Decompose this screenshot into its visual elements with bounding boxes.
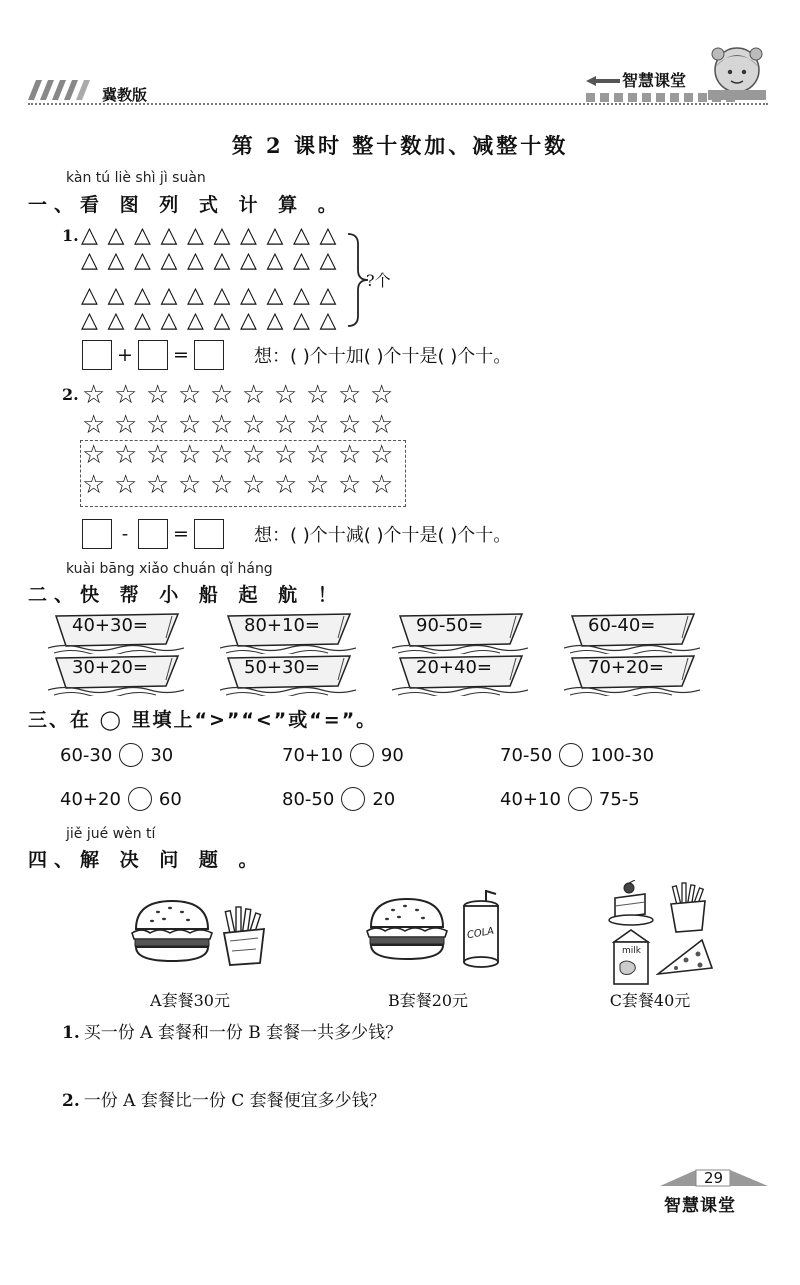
- compare-item: [500, 787, 640, 811]
- lesson-title: 第 2 课时 整十数加、减整十数: [231, 133, 569, 158]
- cartoon-girl-icon: [706, 40, 768, 102]
- star: ☆: [210, 380, 234, 410]
- boat-equation: 90-50=: [416, 615, 484, 636]
- compare-right: 60: [158, 788, 182, 810]
- hamburger-icon: [365, 893, 450, 963]
- star: ☆: [306, 410, 330, 440]
- question-text: 买一份 A 套餐和一份 B 套餐一共多少钱？: [83, 1023, 403, 1043]
- triangle: △: [266, 223, 284, 248]
- star: ☆: [146, 440, 170, 470]
- star: ☆: [370, 410, 394, 440]
- star: ☆: [210, 410, 234, 440]
- total-unknown-label: ?个: [366, 271, 391, 290]
- answer-box[interactable]: [82, 340, 112, 370]
- compare-left: 80-50: [282, 788, 335, 810]
- dotted-selection-box: [80, 440, 406, 507]
- triangle: △: [293, 248, 310, 273]
- q2-think-prompt: 想：( )个十减( )个十是( )个十。: [254, 525, 512, 546]
- star-row: [82, 380, 402, 410]
- compare-item: [500, 743, 654, 767]
- answer-box[interactable]: [194, 340, 224, 370]
- compare-circle[interactable]: [568, 787, 592, 811]
- boat-equation: 30+20=: [72, 657, 148, 678]
- triangle-row: [81, 250, 346, 272]
- star: ☆: [82, 410, 106, 440]
- star: ☆: [146, 470, 170, 500]
- triangle: △: [319, 308, 337, 333]
- boat-problem: [564, 652, 700, 696]
- compare-circle[interactable]: [128, 787, 152, 811]
- triangle: △: [213, 308, 231, 333]
- star: ☆: [178, 470, 202, 500]
- q1-number: 1.: [62, 226, 79, 245]
- boat-problem: [220, 610, 356, 654]
- answer-box[interactable]: [138, 340, 168, 370]
- star: ☆: [114, 440, 138, 470]
- boat-problem: [48, 610, 184, 654]
- can-label: COLA: [466, 925, 495, 942]
- compare-right: 90: [380, 744, 404, 766]
- answer-box[interactable]: [138, 519, 168, 549]
- compare-right: 20: [372, 788, 396, 810]
- triangle: △: [107, 308, 125, 333]
- compare-right: 100-30: [590, 744, 655, 766]
- triangle-row: [81, 225, 346, 247]
- boat-equation: 80+10=: [244, 615, 320, 636]
- triangle: △: [134, 248, 151, 273]
- star: ☆: [338, 440, 362, 470]
- star: ☆: [370, 380, 394, 410]
- compare-circle[interactable]: [350, 743, 374, 767]
- star: ☆: [242, 380, 266, 410]
- compare-circle[interactable]: [119, 743, 143, 767]
- triangle: △: [293, 223, 310, 248]
- carton-label: milk: [622, 946, 641, 956]
- star: ☆: [242, 470, 266, 500]
- triangle: △: [187, 283, 204, 308]
- question-text: 一份 A 套餐比一份 C 套餐便宜多少钱？: [83, 1091, 386, 1111]
- triangle: △: [160, 223, 178, 248]
- section3-heading: 三、在 ◯ 里填上“>”“<”或“=”。: [28, 709, 378, 731]
- section2-pinyin: kuài bāng xiǎo chuán qǐ háng: [66, 561, 273, 577]
- boat-equation: 70+20=: [588, 657, 664, 678]
- answer-box[interactable]: [82, 519, 112, 549]
- star: ☆: [82, 470, 106, 500]
- triangle-row: [81, 310, 346, 332]
- section2-heading: 二、快 帮 小 船 起 航 ！: [28, 584, 344, 606]
- star: ☆: [306, 470, 330, 500]
- edition-label: 冀教版: [102, 86, 148, 104]
- triangle: △: [293, 283, 310, 308]
- triangle: △: [240, 283, 257, 308]
- star: ☆: [306, 380, 330, 410]
- problem-question: [62, 1018, 402, 1043]
- cola-can-icon: [458, 890, 504, 968]
- star: ☆: [242, 440, 266, 470]
- meal-c-caption: C套餐40元: [609, 991, 691, 1010]
- page-number: 29: [704, 1169, 724, 1187]
- triangle: △: [134, 308, 151, 333]
- triangle: △: [266, 308, 284, 333]
- star: ☆: [210, 440, 234, 470]
- boat-equation: 50+30=: [244, 657, 320, 678]
- star: ☆: [146, 410, 170, 440]
- section1-heading: 一、看 图 列 式 计 算 。: [28, 194, 344, 216]
- triangle: △: [81, 308, 98, 333]
- compare-left: 70-50: [500, 744, 553, 766]
- triangle: △: [160, 308, 178, 333]
- star: ☆: [114, 470, 138, 500]
- triangle: △: [107, 283, 125, 308]
- minus-sign: -: [121, 523, 129, 545]
- star: ☆: [242, 410, 266, 440]
- boat-problem: [48, 652, 184, 696]
- equals-sign: =: [173, 523, 189, 545]
- compare-item: [282, 787, 395, 811]
- boat-problem: [392, 610, 528, 654]
- star: ☆: [370, 470, 394, 500]
- compare-left: 60-30: [60, 744, 113, 766]
- triangle-row: [81, 285, 346, 307]
- fries-icon: [665, 882, 713, 934]
- triangle: △: [134, 283, 151, 308]
- triangle: △: [187, 248, 204, 273]
- star: ☆: [338, 410, 362, 440]
- triangle: △: [187, 308, 204, 333]
- triangle: △: [319, 223, 337, 248]
- triangle-group-top: [81, 225, 346, 272]
- star: ☆: [178, 380, 202, 410]
- section1-pinyin: kàn tú liè shì jì suàn: [66, 170, 206, 186]
- triangle: △: [266, 283, 284, 308]
- star: ☆: [82, 440, 106, 470]
- triangle: △: [240, 308, 257, 333]
- star: ☆: [338, 380, 362, 410]
- star: ☆: [274, 470, 298, 500]
- star: ☆: [338, 470, 362, 500]
- q1-think-prompt: 想：( )个十加( )个十是( )个十。: [254, 346, 512, 367]
- boat-equation: 40+30=: [72, 615, 148, 636]
- triangle: △: [319, 283, 337, 308]
- boat-problem: [220, 652, 356, 696]
- boat-equation: 60-40=: [588, 615, 656, 636]
- meal-b-caption: B套餐20元: [387, 991, 469, 1010]
- hamburger-icon: [130, 895, 215, 965]
- triangle: △: [107, 223, 125, 248]
- star-row: [82, 410, 402, 440]
- star: ☆: [210, 470, 234, 500]
- equals-sign: =: [173, 344, 189, 366]
- header-dotted-rule: [28, 103, 768, 105]
- triangle: △: [240, 223, 257, 248]
- triangle: △: [213, 223, 231, 248]
- triangle: △: [213, 283, 231, 308]
- star: ☆: [146, 380, 170, 410]
- problem-question: [62, 1086, 386, 1111]
- triangle: △: [187, 223, 204, 248]
- compare-left: 70+10: [282, 744, 343, 766]
- star: ☆: [82, 380, 106, 410]
- cake-icon: [605, 880, 657, 928]
- triangle-group-bottom: [81, 285, 346, 332]
- triangle: △: [134, 223, 151, 248]
- triangle: △: [293, 308, 310, 333]
- section4-pinyin: jiě jué wèn tí: [66, 826, 156, 842]
- triangle: △: [81, 248, 98, 273]
- triangle: △: [319, 248, 337, 273]
- compare-left: 40+10: [500, 788, 561, 810]
- star: ☆: [274, 410, 298, 440]
- question-number: 1.: [62, 1023, 80, 1043]
- q1-equation-row: [82, 340, 511, 370]
- fries-icon: [218, 905, 273, 967]
- plus-sign: +: [117, 344, 133, 366]
- triangle: △: [81, 223, 98, 248]
- header-arrow-icon: [586, 76, 620, 86]
- triangle: △: [240, 248, 257, 273]
- star: ☆: [306, 440, 330, 470]
- compare-item: [282, 743, 404, 767]
- boat-problem: [392, 652, 528, 696]
- star: ☆: [114, 410, 138, 440]
- answer-box[interactable]: [194, 519, 224, 549]
- boat-equation: 20+40=: [416, 657, 492, 678]
- triangle: △: [266, 248, 284, 273]
- star: ☆: [274, 380, 298, 410]
- compare-circle[interactable]: [559, 743, 583, 767]
- triangle: △: [160, 283, 178, 308]
- triangle: △: [81, 283, 98, 308]
- star: ☆: [178, 410, 202, 440]
- compare-item: [60, 743, 173, 767]
- milk-carton-icon: [608, 928, 654, 988]
- triangle: △: [213, 248, 231, 273]
- q2-equation-row: [82, 519, 511, 549]
- star: ☆: [370, 440, 394, 470]
- triangle: △: [160, 248, 178, 273]
- star: ☆: [178, 440, 202, 470]
- compare-right: 75-5: [598, 788, 640, 810]
- q2-number: 2.: [62, 385, 79, 404]
- meal-a-caption: A套餐30元: [150, 991, 230, 1010]
- star: ☆: [114, 380, 138, 410]
- section4-heading: 四、解 决 问 题 。: [28, 849, 265, 871]
- triangle: △: [107, 248, 125, 273]
- header-brand: 智慧课堂: [622, 71, 687, 90]
- star: ☆: [274, 440, 298, 470]
- header-stripes-decoration: [28, 80, 98, 100]
- pizza-slice-icon: [656, 938, 714, 980]
- compare-left: 40+20: [60, 788, 121, 810]
- question-number: 2.: [62, 1091, 80, 1111]
- compare-circle[interactable]: [341, 787, 365, 811]
- boat-problem: [564, 610, 700, 654]
- compare-right: 30: [150, 744, 174, 766]
- footer-brand: 智慧课堂: [664, 1196, 736, 1216]
- compare-item: [60, 787, 182, 811]
